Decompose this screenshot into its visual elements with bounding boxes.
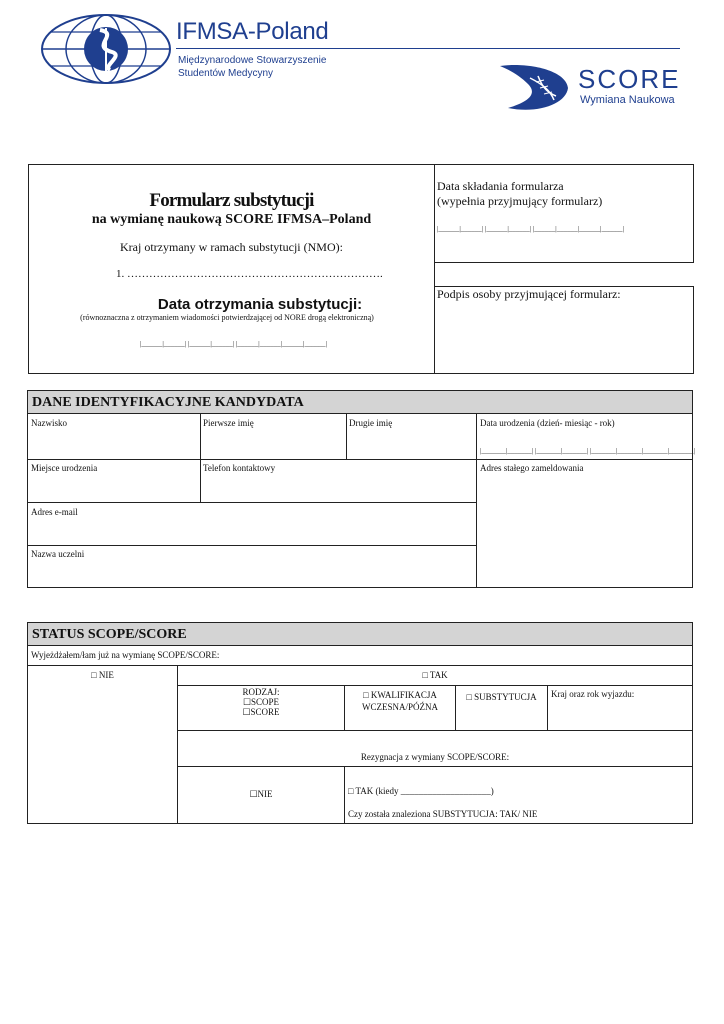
- birth-place-label: Miejsce urodzenia: [31, 463, 98, 473]
- surname-label: Nazwisko: [31, 418, 67, 428]
- substitution-checkbox[interactable]: □ SUBSTYTUCJA: [466, 692, 537, 702]
- res-found-label: Czy została znaleziona SUBSTYTUCJA: TAK/ NIE: [348, 809, 538, 819]
- submit-date-field[interactable]: |______|______| |______|______| |______|______|______|______|: [437, 225, 624, 233]
- yes-option[interactable]: □ TAK: [422, 670, 448, 680]
- qualification-checkbox[interactable]: □ KWALIFIKACJA: [363, 690, 437, 700]
- submit-date-note: (wypełnia przyjmujący formularz): [437, 194, 603, 208]
- type-scope-checkbox[interactable]: ☐SCOPE: [242, 697, 280, 707]
- birth-date-field[interactable]: |_______|_______| |_______|_______| |_______|_______|_______|_______|: [480, 447, 695, 455]
- form-title: Formularz substytucji: [149, 190, 314, 211]
- address-cell[interactable]: [476, 459, 693, 588]
- country-year-label: Kraj oraz rok wyjazdu:: [551, 689, 635, 699]
- receive-date-note: (równoznaczna z otrzymaniem wiadomości potwierdzającej od NORE drogą elektroniczną): [80, 313, 374, 322]
- res-yes-checkbox[interactable]: □ TAK (kiedy ____________________): [348, 786, 494, 796]
- email-cell[interactable]: [27, 502, 477, 546]
- phone-label: Telefon kontaktowy: [203, 463, 276, 473]
- type-score-checkbox[interactable]: ☐SCORE: [242, 707, 280, 717]
- question-label: Wyjeżdżałem/łam już na wymianę SCOPE/SCORE:: [31, 650, 220, 660]
- resignation-label: Rezygnacja z wymiany SCOPE/SCORE:: [360, 752, 510, 762]
- org-subtitle-1: Międzynarodowe Stowarzyszenie: [178, 55, 327, 66]
- type-label: RODZAJ:: [242, 687, 280, 697]
- country-line[interactable]: 1. …………………………………………………………….: [116, 268, 383, 280]
- receive-date-title: Data otrzymania substytucji:: [157, 296, 363, 313]
- score-subtitle: Wymiana Naukowa: [580, 94, 675, 106]
- res-no-checkbox[interactable]: ☐NIE: [249, 789, 273, 799]
- header-rule: [176, 48, 680, 49]
- no-cell[interactable]: [27, 665, 178, 824]
- candidate-heading: DANE IDENTYFIKACYJNE KANDYDATA: [27, 390, 693, 414]
- form-subtitle: na wymianę naukową SCORE IFMSA–Poland: [91, 212, 372, 227]
- university-label: Nazwa uczelni: [31, 549, 85, 559]
- qualification-type: WCZESNA/PÓŹNA: [362, 702, 438, 712]
- submit-date-title: Data składania formularza: [437, 179, 564, 193]
- birth-date-label: Data urodzenia (dzień- miesiąc - rok): [480, 418, 615, 428]
- score-logo-icon: [498, 62, 570, 114]
- no-option[interactable]: □ NIE: [91, 670, 114, 680]
- status-heading: STATUS SCOPE/SCORE: [27, 622, 693, 646]
- org-name: IFMSA-Poland: [176, 18, 329, 45]
- signature-label: Podpis osoby przyjmującej formularz:: [437, 287, 621, 301]
- org-subtitle-2: Studentów Medycyny: [178, 68, 274, 79]
- second-name-label: Drugie imię: [349, 418, 393, 428]
- university-cell[interactable]: [27, 545, 477, 588]
- email-label: Adres e-mail: [31, 507, 78, 517]
- receive-date-field[interactable]: |______|______| |______|______| |______|______|______|______|: [140, 340, 327, 348]
- address-label: Adres stałego zameldowania: [480, 463, 584, 473]
- ifmsa-globe-logo: [40, 12, 172, 86]
- score-name: SCORE: [578, 64, 681, 94]
- country-label: Kraj otrzymany w ramach substytucji (NMO):: [120, 240, 343, 254]
- first-name-label: Pierwsze imię: [203, 418, 254, 428]
